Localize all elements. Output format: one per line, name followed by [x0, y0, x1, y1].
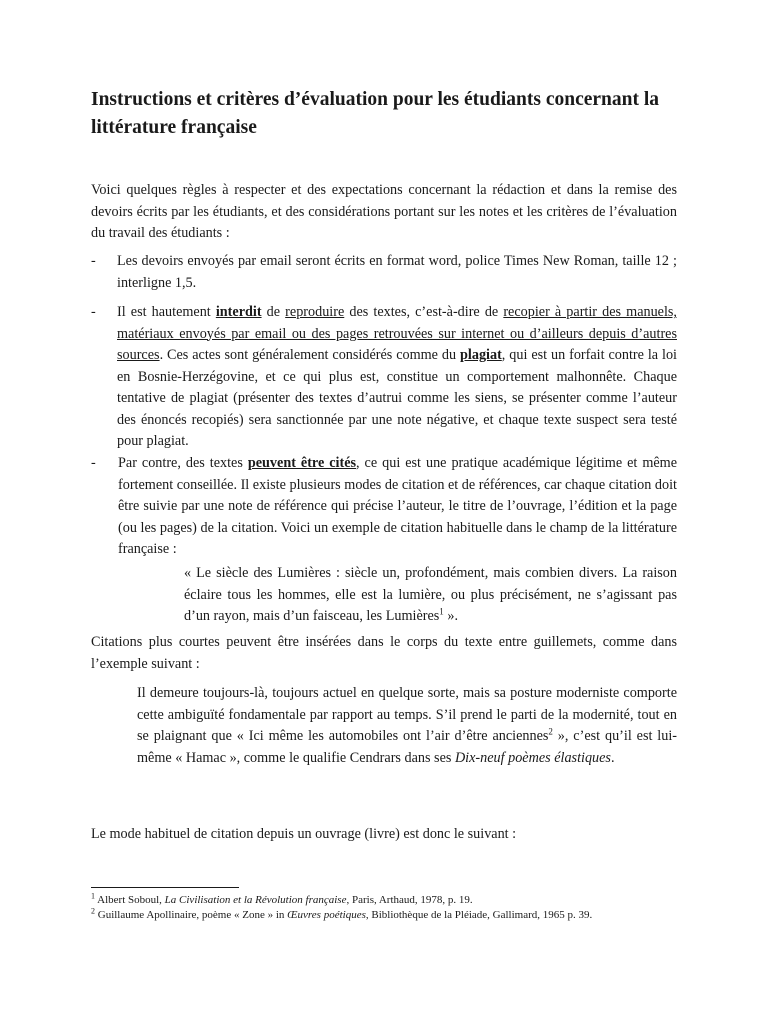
- block-quote-soboul: [184, 563, 677, 628]
- footnote-italic: Œuvres poétiques: [287, 909, 366, 921]
- quote-text: Il demeure toujours-là, toujours actuel en quelque sorte, mais sa posture moderniste comporte cette ambiguïté fondamentale par rapport au temps. S’il prend le parti de la modernité, tout en se plaignant que « Ici même les automobiles ont l’air d’être anciennes: [137, 685, 677, 744]
- footnote-text: Albert Soboul,: [95, 894, 165, 906]
- text-run: . Ces actes sont généralement considérés comme du: [159, 347, 461, 363]
- footnote-text: , Paris, Arthaud, 1978, p. 19.: [346, 894, 473, 906]
- emphasis-peuvent-etre-cites: peuvent être cités: [247, 455, 357, 471]
- text-run: des textes, c’est-à-dire de: [344, 304, 504, 320]
- intro-paragraph: Voici quelques règles à respecter et des expectations concernant la rédaction et dans la remise des devoirs écrits par les étudiants, et des considérations portant sur les notes et les critères de l’évaluation du travail des étudiants :: [91, 182, 677, 241]
- footnote-number: 1: [91, 891, 95, 901]
- footnote-ref[interactable]: 2: [548, 726, 553, 737]
- underlined-recopier: recopier à partir des manuels, matériaux envoyés par email ou des pages retrouvées sur internet ou d’ailleurs depuis d’autres sources: [117, 304, 677, 363]
- text-run: , ce qui est une pratique académique légitime et même fortement conseillée. Il existe plusieurs modes de citation et de références, car chaque citation doit être suivie par une note de référence qui précise l’auteur, le titre de l’ouvrage, l’édition et la page (ou les pages) de la citation. Voici un exemple de citation habituelle dans le champ de la littérature française :: [118, 455, 677, 557]
- quote-text: « Le siècle des Lumières : siècle un, profondément, mais combien divers. La raison éclaire tous les hommes, elle est la lumière, ou plus précisément, ne s’agissant pas d’un rayon, mais d’un faisceau, les Lumières: [184, 565, 677, 624]
- footnote-italic: La Civilisation et la Révolution française: [164, 894, 347, 906]
- item-text: [117, 302, 677, 453]
- footnote-number: 2: [91, 906, 95, 916]
- footnote-text: , Bibliothèque de la Pléiade, Gallimard, 1965 p. 39.: [365, 909, 593, 921]
- quote-end: .: [610, 749, 615, 766]
- paragraph-short-citations: Citations plus courtes peuvent être insérées dans le corps du texte entre guillemets, comme dans l’exemple suivant :: [91, 634, 677, 672]
- quote-mid: », c’est qu’il est lui-même « Hamac », comme le qualifie Cendrars dans ses: [137, 728, 677, 766]
- text-run: Il est hautement: [117, 304, 216, 320]
- bullet-dash: -: [91, 304, 96, 320]
- italic-title: Dix-neuf poèmes élastiques: [454, 749, 611, 766]
- item-text: Les devoirs envoyés par email seront écrits en format word, police Times New Roman, taille 12 ; interligne 1,5.: [117, 253, 677, 291]
- footnote-1: [91, 893, 677, 908]
- quote-end: ».: [443, 608, 458, 624]
- footnotes: [91, 893, 677, 923]
- footnote-separator: [91, 887, 239, 888]
- footnote-ref[interactable]: 1: [439, 606, 444, 617]
- text-run: , qui est un forfait contre la loi en Bosnie-Herzégovine, et ce qui plus est, constitue un comportement malhonnête. Chaque tentative de plagiat (présenter des textes d’autrui comme les siens, se présenter comme l’auteur des énoncés recopiés) sera sanctionnée par une note négative, et chaque texte suspect sera testé pour plagiat.: [117, 347, 677, 449]
- block-quote-apollinaire: [137, 683, 677, 769]
- item-text: [118, 453, 677, 561]
- footnote-text: Guillaume Apollinaire, poème « Zone » in: [95, 909, 288, 921]
- bullet-dash: -: [91, 455, 96, 471]
- underlined-reproduire: reproduire: [285, 304, 345, 320]
- emphasis-plagiat: plagiat: [460, 347, 502, 363]
- paragraph-citation-mode: Le mode habituel de citation depuis un ouvrage (livre) est donc le suivant :: [91, 826, 517, 842]
- bullet-dash: -: [91, 253, 96, 269]
- emphasis-interdit: interdit: [215, 304, 262, 320]
- footnote-2: [91, 908, 677, 923]
- text-run: Par contre, des textes: [118, 455, 248, 471]
- document-title: Instructions et critères d’évaluation pour les étudiants concernant la littérature française: [91, 89, 660, 138]
- text-run: de: [261, 304, 286, 320]
